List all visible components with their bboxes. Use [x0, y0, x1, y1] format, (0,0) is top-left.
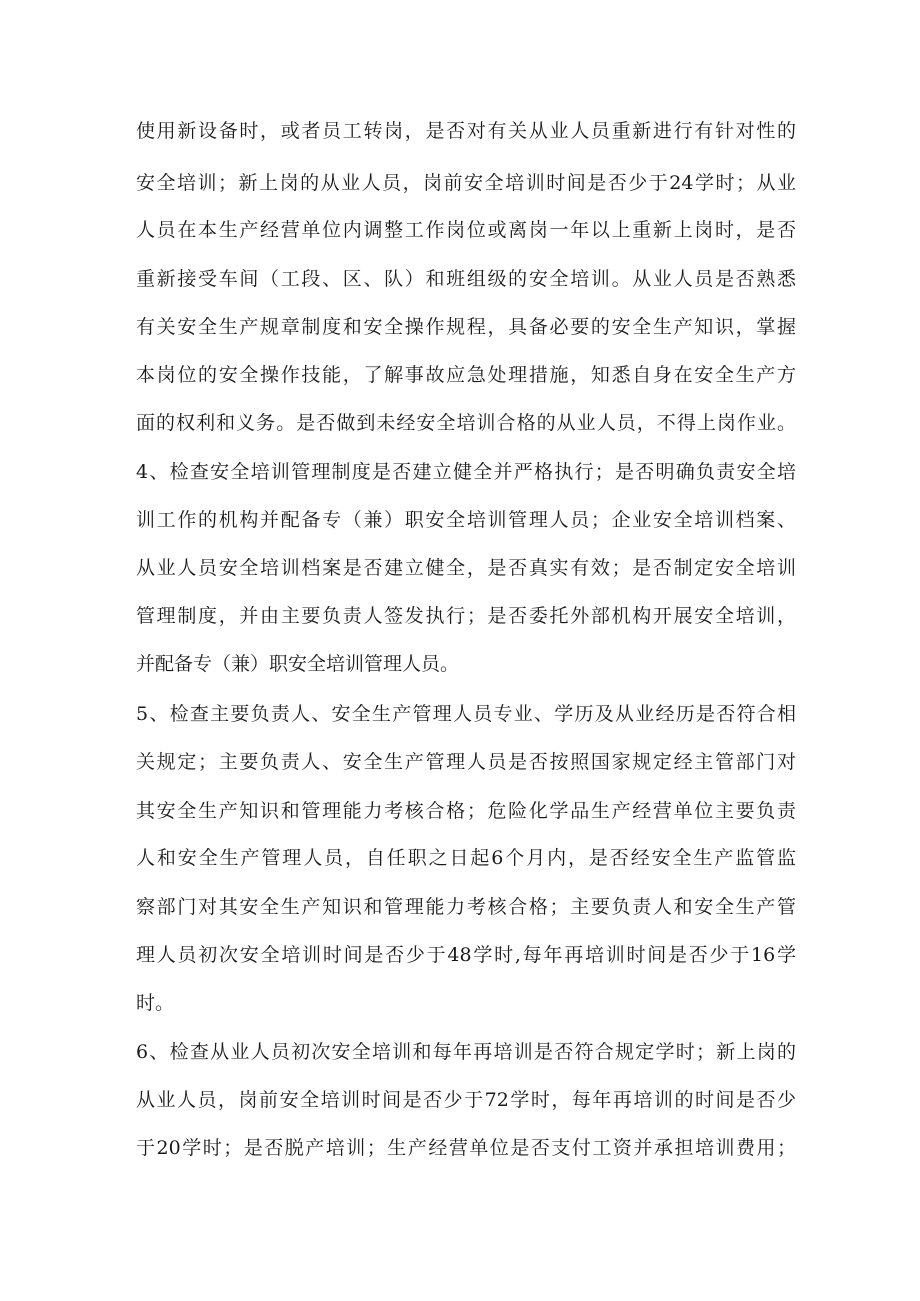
text-line: 从业人员，岗前安全培训时间是否少于72学时，每年再培训的时间是否少 — [136, 1089, 796, 1111]
text-line: 从业人员安全培训档案是否建立健全，是否真实有效；是否制定安全培训 — [136, 557, 796, 579]
text-line: 本岗位的安全操作技能，了解事故应急处理措施，知悉自身在安全生产方 — [136, 364, 796, 386]
text-line: 并配备专（兼）职安全培训管理人员。 — [136, 653, 460, 675]
text-line: 重新接受车间（工段、区、队）和班组级的安全培训。从业人员是否熟悉 — [136, 268, 796, 290]
text-line: 察部门对其安全生产知识和管理能力考核合格；主要负责人和安全生产管 — [136, 896, 796, 918]
text-line: 关规定；主要负责人、安全生产管理人员是否按照国家规定经主管部门对 — [136, 751, 796, 773]
text-line: 人员在本生产经营单位内调整工作岗位或离岗一年以上重新上岗时，是否 — [136, 219, 796, 241]
text-line: 于20学时；是否脱产培训；生产经营单位是否支付工资并承担培训费用； — [136, 1137, 796, 1159]
text-line: 6、检查从业人员初次安全培训和每年再培训是否符合规定学时；新上岗的 — [136, 1041, 796, 1063]
text-line: 面的权利和义务。是否做到未经安全培训合格的从业人员，不得上岗作业。 — [136, 412, 796, 434]
text-line: 管理制度，并由主要负责人签发执行；是否委托外部机构开展安全培训， — [136, 605, 796, 627]
text-line: 训工作的机构并配备专（兼）职安全培训管理人员；企业安全培训档案、 — [136, 509, 796, 531]
text-line: 时。 — [136, 992, 175, 1014]
text-line: 使用新设备时，或者员工转岗，是否对有关从业人员重新进行有针对性的 — [136, 120, 796, 142]
text-line: 人和安全生产管理人员，自任职之日起6个月内，是否经安全生产监管监 — [136, 847, 796, 869]
text-line: 5、检查主要负责人、安全生产管理人员专业、学历及从业经历是否符合相 — [136, 703, 796, 725]
text-line: 有关安全生产规章制度和安全操作规程，具备必要的安全生产知识，掌握 — [136, 316, 796, 338]
text-line: 其安全生产知识和管理能力考核合格；危险化学品生产经营单位主要负责 — [136, 800, 796, 822]
text-line: 理人员初次安全培训时间是否少于48学时,每年再培训时间是否少于16学 — [136, 944, 796, 966]
text-line: 4、检查安全培训管理制度是否建立健全并严格执行；是否明确负责安全培 — [136, 461, 796, 483]
text-line: 安全培训；新上岗的从业人员，岗前安全培训时间是否少于24学时；从业 — [136, 172, 796, 194]
